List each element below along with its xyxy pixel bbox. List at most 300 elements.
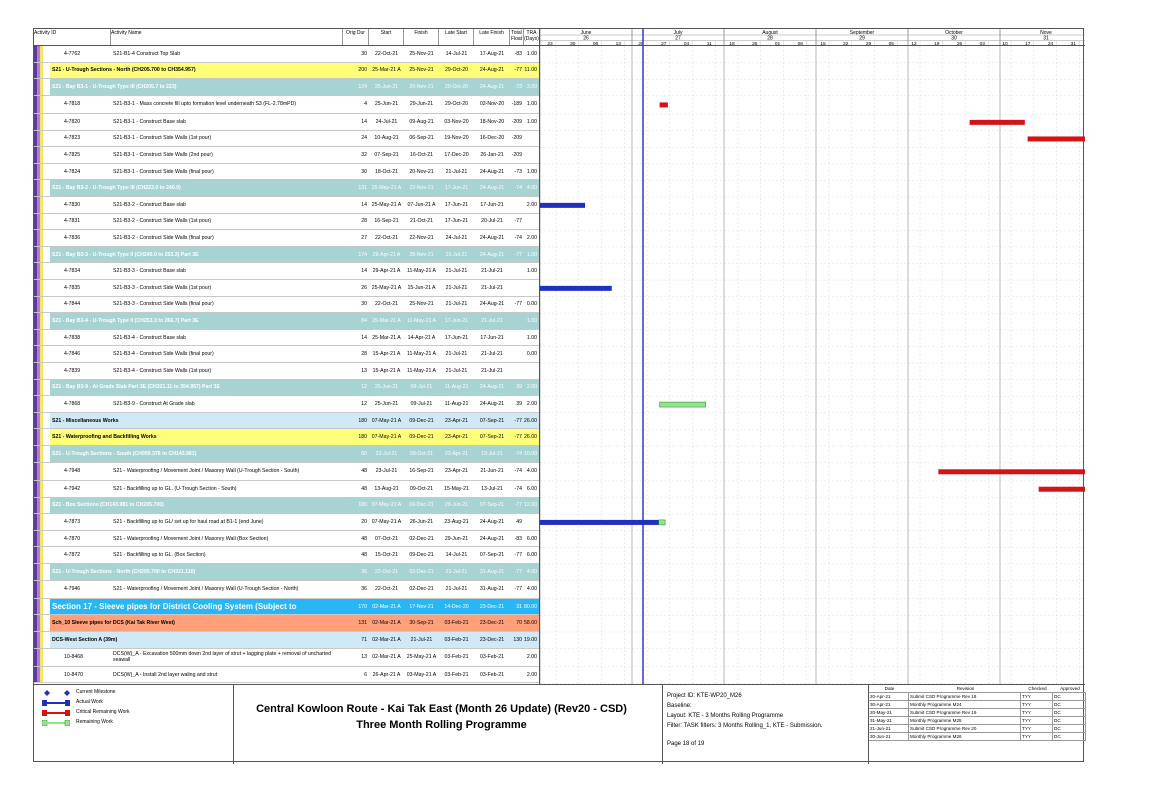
revision-cell: Monthly Programme M24 bbox=[909, 701, 1021, 709]
late-finish: 13-Jul-21 bbox=[481, 485, 503, 492]
table-row[interactable] bbox=[34, 514, 539, 531]
tra-days: 2.00 bbox=[526, 201, 537, 208]
week-label: 30 bbox=[570, 42, 576, 46]
orig-duration: 200 bbox=[358, 67, 367, 74]
finish-date: 21-Oct-21 bbox=[409, 218, 434, 225]
start-date: 02-Mar-21 A bbox=[372, 620, 401, 627]
late-finish: 24-Aug-21 bbox=[479, 185, 505, 192]
gantt-bar-act[interactable] bbox=[540, 520, 659, 525]
layout: Layout: KTE - 3 Months Rolling Programme bbox=[667, 713, 784, 719]
table-row[interactable] bbox=[34, 346, 539, 363]
finish-date: 30-Sep-21 bbox=[409, 620, 434, 627]
month-number: 29 bbox=[859, 35, 865, 42]
activity-name: S21 - Waterproofing / Movement Joint / Masonry Wall (Box Section) bbox=[113, 535, 269, 542]
late-finish: 03-Feb-21 bbox=[480, 671, 504, 678]
finish-date: 09-Dec-21 bbox=[409, 502, 434, 509]
orig-duration: 84 bbox=[361, 318, 367, 325]
start-date: 07-May-21 A bbox=[371, 502, 402, 509]
orig-duration: 48 bbox=[361, 552, 367, 559]
outline-stripe bbox=[40, 330, 43, 346]
finish-date: 09-Oct-21 bbox=[409, 485, 434, 492]
week-label: 20 bbox=[638, 42, 644, 46]
revision-cell: 20-Apr-21 bbox=[869, 693, 909, 701]
revision-header: Approved bbox=[1053, 685, 1086, 693]
finish-date: 25-Nov-21 bbox=[409, 251, 434, 258]
orig-duration: 60 bbox=[361, 450, 367, 457]
table-row[interactable] bbox=[34, 531, 539, 548]
outline-stripe bbox=[40, 363, 43, 379]
finish-date: 02-Dec-21 bbox=[409, 568, 434, 575]
revision-header: Revision bbox=[909, 685, 1021, 693]
late-finish: 24-Aug-21 bbox=[479, 518, 505, 525]
outline-stripe bbox=[40, 214, 43, 230]
late-start: 17-Jun-21 bbox=[444, 201, 469, 208]
late-finish: 17-Jun-21 bbox=[480, 201, 504, 208]
tra-days: 11.00 bbox=[524, 67, 537, 74]
late-finish: 07-Sep-21 bbox=[479, 502, 505, 509]
finish-date: 25-Nov-21 bbox=[409, 301, 434, 308]
activity-id: 4-7868 bbox=[64, 401, 81, 408]
late-start: 21-Jul-21 bbox=[445, 367, 468, 374]
table-row[interactable] bbox=[34, 214, 539, 231]
group-row[interactable] bbox=[34, 615, 539, 632]
start-date: 25-Jun-21 bbox=[374, 83, 399, 90]
tra-days bbox=[524, 131, 539, 147]
activity-id: 4-7948 bbox=[64, 468, 81, 475]
page-number: Page 18 of 19 bbox=[667, 741, 705, 747]
finish-date: 20-Nov-21 bbox=[409, 168, 434, 175]
col-late-start[interactable]: Late Start bbox=[439, 29, 474, 45]
finish-date: 02-Dec-21 bbox=[409, 586, 434, 593]
total-float: -77 bbox=[514, 218, 522, 225]
group-row[interactable] bbox=[34, 63, 539, 80]
tra-days bbox=[524, 363, 539, 379]
outline-stripe bbox=[40, 180, 43, 196]
tra-days: 19.00 bbox=[524, 636, 537, 643]
revision-header: Checked bbox=[1021, 685, 1053, 693]
table-row[interactable] bbox=[34, 581, 539, 599]
activity-id: 4-7818 bbox=[64, 101, 81, 108]
revision-cell: TYY bbox=[1021, 709, 1053, 717]
finish-date: 29-Jun-21 bbox=[409, 101, 434, 108]
tra-days: 6.00 bbox=[526, 485, 537, 492]
week-label: 31 bbox=[1070, 42, 1076, 46]
orig-duration: 180 bbox=[358, 417, 367, 424]
outline-stripe bbox=[40, 599, 43, 615]
late-start: 21-Jul-21 bbox=[445, 268, 468, 275]
month-label: August bbox=[762, 30, 778, 36]
finish-date: 11-May-21 A bbox=[406, 351, 437, 358]
activity-id: 4-7830 bbox=[64, 201, 81, 208]
group-name: S21 - Bay B3-3 - U-Trough Type II (CH240.0 to 253.3) Part 3E bbox=[50, 247, 343, 263]
table-row[interactable] bbox=[34, 649, 539, 667]
orig-duration: 14 bbox=[361, 334, 367, 341]
late-finish: 16-Dec-20 bbox=[479, 135, 505, 142]
activity-id: 4-7870 bbox=[64, 535, 81, 542]
late-start: 21-Jul-21 bbox=[445, 251, 468, 258]
legend-milestone: Current Milestone bbox=[42, 689, 115, 695]
start-date: 07-May-21 A bbox=[371, 434, 402, 441]
orig-duration: 13 bbox=[361, 367, 367, 374]
total-float bbox=[510, 263, 524, 279]
orig-duration: 14 bbox=[361, 201, 367, 208]
gantt-bar-crit[interactable] bbox=[1039, 487, 1085, 492]
tra-days: 2.00 bbox=[526, 654, 537, 661]
week-label: 23 bbox=[547, 42, 553, 46]
week-label: 01 bbox=[774, 42, 781, 46]
outline-stripe bbox=[40, 429, 43, 445]
table-row[interactable] bbox=[34, 147, 539, 164]
group-name: S21 - Waterproofing and Backfilling Works bbox=[50, 429, 343, 445]
late-finish: 21-Jul-21 bbox=[481, 318, 503, 325]
late-start: 21-Jul-21 bbox=[445, 568, 468, 575]
col-finish[interactable]: Finish bbox=[404, 29, 439, 45]
late-start: 14-Dec-20 bbox=[444, 603, 469, 610]
tra-days bbox=[524, 280, 539, 296]
late-start: 21-Jul-21 bbox=[445, 168, 468, 175]
tra-days bbox=[524, 514, 539, 530]
start-date: 25-Mar-21 A bbox=[372, 334, 401, 341]
week-label: 10 bbox=[1002, 42, 1008, 46]
col-activity-name[interactable]: Activity Name bbox=[111, 29, 343, 45]
finish-date: 11-May-21 A bbox=[406, 268, 437, 275]
total-float: -73 bbox=[514, 83, 522, 90]
remaining-bar-icon bbox=[42, 720, 70, 725]
finish-date: 09-Dec-21 bbox=[409, 552, 434, 559]
late-start: 19-Nov-20 bbox=[444, 135, 469, 142]
table-row[interactable] bbox=[34, 363, 539, 380]
late-finish: 03-Feb-21 bbox=[480, 654, 504, 661]
late-start: 23-Apr-21 bbox=[444, 468, 469, 475]
finish-date: 25-Nov-21 bbox=[409, 67, 434, 74]
group-row[interactable] bbox=[34, 498, 539, 515]
group-row[interactable] bbox=[34, 413, 539, 430]
table-row[interactable] bbox=[34, 330, 539, 347]
tra-days: 6.00 bbox=[526, 535, 537, 542]
week-label: 17 bbox=[1025, 42, 1031, 46]
group-row[interactable] bbox=[34, 180, 539, 197]
table-row[interactable] bbox=[34, 667, 539, 684]
orig-duration: 48 bbox=[361, 468, 367, 475]
start-date: 23-Jul-21 bbox=[375, 468, 398, 475]
orig-duration: 6 bbox=[364, 671, 367, 678]
activity-name: S21 - Waterproofing / Movement Joint / Masonry Wall (U-Trough Section - North) bbox=[113, 586, 299, 593]
month-label: September bbox=[849, 30, 875, 36]
total-float bbox=[510, 346, 524, 362]
activity-name: S21-B3-1 - Construct Base slab bbox=[113, 118, 186, 125]
activity-id: 4-7839 bbox=[64, 367, 81, 374]
table-row[interactable] bbox=[34, 114, 539, 131]
tra-days: 4.00 bbox=[526, 568, 537, 575]
table-row[interactable] bbox=[34, 263, 539, 280]
activity-name: S21-B3-3 - Construct Side Walls (1st pour) bbox=[113, 284, 212, 291]
outline-stripe bbox=[40, 79, 43, 95]
tra-days: 1.00 bbox=[526, 251, 537, 258]
finish-date: 22-Nov-21 bbox=[409, 185, 434, 192]
late-start: 03-Nov-20 bbox=[444, 118, 469, 125]
col-activity-id[interactable]: Activity ID bbox=[34, 29, 111, 45]
table-row[interactable] bbox=[34, 96, 539, 114]
total-float: -209 bbox=[511, 135, 522, 142]
gantt-bar-act[interactable] bbox=[540, 286, 612, 291]
tra-days: 3.00 bbox=[526, 83, 537, 90]
tra-days: 6.00 bbox=[526, 552, 537, 559]
activity-id: 4-7872 bbox=[64, 552, 81, 559]
critical-bar-icon bbox=[42, 710, 70, 715]
orig-duration: 4 bbox=[364, 101, 367, 108]
activity-name: DCS(W)_A - Excavation 500mm down 2nd layer of strut + lagging plate + removal of uncharted seawall bbox=[113, 651, 331, 664]
finish-date: 07-Jun-21 A bbox=[407, 201, 436, 208]
tra-days: 1.00 bbox=[526, 318, 537, 325]
start-date: 07-May-21 A bbox=[371, 518, 402, 525]
col-late-finish[interactable]: Late Finish bbox=[474, 29, 510, 45]
start-date: 25-Mar-21 A bbox=[372, 318, 401, 325]
week-label: 27 bbox=[661, 42, 667, 46]
total-float: -74 bbox=[514, 468, 522, 475]
late-start: 15-May-21 bbox=[444, 485, 469, 492]
outline-stripe bbox=[40, 164, 43, 180]
table-row[interactable] bbox=[34, 46, 539, 63]
report-subtitle: Three Month Rolling Programme bbox=[356, 719, 527, 731]
gantt-bar-crit[interactable] bbox=[1028, 136, 1085, 141]
total-float: -74 bbox=[514, 235, 522, 242]
activity-id: 4-7820 bbox=[64, 118, 81, 125]
total-float: -77 bbox=[514, 434, 522, 441]
week-label: 12 bbox=[911, 42, 917, 46]
month-label: Nove bbox=[1040, 30, 1052, 36]
col-start[interactable]: Start bbox=[369, 29, 404, 45]
activity-id: 4-7873 bbox=[64, 518, 81, 525]
activity-name: S21 - Backfilling up to GL. (Box Section) bbox=[113, 552, 206, 559]
col-orig-dur[interactable]: Orig Dur bbox=[343, 29, 369, 45]
total-float: 39 bbox=[516, 384, 522, 391]
orig-duration: 14 bbox=[361, 268, 367, 275]
table-header bbox=[34, 29, 539, 46]
activity-name: S21-B3-1 - Construct Side Walls (final pour) bbox=[113, 168, 214, 175]
revision-cell: Submit CSD Programme Rev 19 bbox=[909, 709, 1021, 717]
activity-name: S21-B3-1 - Mass concrete fill upto formation level underneath S3 (FL-2.78mPD) bbox=[113, 101, 297, 108]
group-row[interactable] bbox=[34, 599, 539, 616]
col-total-float[interactable]: Total Float bbox=[510, 29, 524, 45]
finish-date: 26-Jun-21 bbox=[409, 518, 434, 525]
tra-days: 26.00 bbox=[524, 417, 537, 424]
group-name: S21 - Bay B3-1 - U-Trough Type III (CH205.7 to 223) bbox=[50, 79, 343, 95]
late-start: 21-Jul-21 bbox=[445, 586, 468, 593]
gantt-bar-crit[interactable] bbox=[660, 102, 668, 107]
start-date: 25-Jun-21 bbox=[374, 384, 399, 391]
tra-days: 2.00 bbox=[526, 401, 537, 408]
revision-cell: Submit CSD Programme Rev 20 bbox=[909, 725, 1021, 733]
late-start: 03-Feb-21 bbox=[444, 620, 469, 627]
late-start: 17-Jun-21 bbox=[444, 334, 469, 341]
table-row[interactable] bbox=[34, 164, 539, 181]
group-row[interactable] bbox=[34, 247, 539, 264]
late-finish: 07-Sep-21 bbox=[479, 417, 505, 424]
table-row[interactable] bbox=[34, 197, 539, 214]
group-name: S21 - Bay B3-9 - At Grade Slab Part 3E (CH321.11 to 354.957) Part 3E bbox=[50, 380, 343, 396]
group-row[interactable] bbox=[34, 446, 539, 463]
late-finish: 26-Jan-21 bbox=[480, 152, 504, 159]
group-row[interactable] bbox=[34, 380, 539, 397]
finish-date: 17-Nov-21 bbox=[409, 603, 434, 610]
legend bbox=[34, 685, 234, 764]
late-finish: 24-Aug-21 bbox=[479, 235, 505, 242]
tra-days: 58.00 bbox=[524, 620, 537, 627]
activity-name: S21 - Backfilling up to GL/ set up for haul road at B1-1 (end June) bbox=[113, 518, 264, 525]
group-row[interactable] bbox=[34, 313, 539, 330]
activity-name: S21-B3-4 - Construct Side Walls (final pour) bbox=[113, 351, 214, 358]
late-finish: 31-Aug-21 bbox=[479, 568, 505, 575]
table-row[interactable] bbox=[34, 396, 539, 413]
table-row[interactable] bbox=[34, 131, 539, 148]
late-finish: 23-Dec-21 bbox=[479, 620, 505, 627]
group-row[interactable] bbox=[34, 564, 539, 581]
start-date: 22-Oct-21 bbox=[374, 586, 399, 593]
revision-cell: TYY bbox=[1021, 733, 1053, 741]
start-date: 02-Mar-21 A bbox=[372, 603, 401, 610]
finish-date: 11-May-21 A bbox=[406, 318, 437, 325]
start-date: 02-Mar-21 A bbox=[372, 636, 401, 643]
total-float: -77 bbox=[514, 552, 522, 559]
late-finish: 17-Aug-21 bbox=[479, 50, 505, 57]
outline-stripe bbox=[40, 531, 43, 547]
finish-date: 06-Sep-21 bbox=[409, 135, 434, 142]
orig-duration: 20 bbox=[361, 518, 367, 525]
finish-date: 14-Apr-21 A bbox=[407, 334, 436, 341]
col-tra[interactable]: TRA (Days) bbox=[524, 30, 539, 42]
start-date: 16-Sep-21 bbox=[374, 218, 399, 225]
tra-days: 2.00 bbox=[526, 384, 537, 391]
late-finish: 21-Jul-21 bbox=[481, 268, 503, 275]
table-row[interactable] bbox=[34, 463, 539, 481]
revision-cell: 20-May-21 bbox=[869, 709, 909, 717]
group-name: S21 - Bay B3-4 - U-Trough Type II (CH253.3 to 266.7) Part 3E bbox=[50, 313, 343, 329]
week-label: 03 bbox=[979, 42, 985, 46]
gantt-bar-act[interactable] bbox=[540, 203, 585, 208]
group-row[interactable] bbox=[34, 632, 539, 649]
total-float: -83 bbox=[514, 535, 522, 542]
orig-duration: 28 bbox=[361, 351, 367, 358]
orig-duration: 30 bbox=[361, 50, 367, 57]
legend-remaining: Remaining Work bbox=[42, 719, 113, 725]
late-finish: 21-Jul-21 bbox=[481, 367, 503, 374]
total-float: -74 bbox=[514, 485, 522, 492]
late-finish: 07-Sep-21 bbox=[479, 552, 505, 559]
total-float: 31 bbox=[516, 603, 522, 610]
outline-stripe bbox=[40, 297, 43, 313]
revision-cell: DC bbox=[1053, 693, 1086, 701]
finish-date: 20-Nov-21 bbox=[409, 83, 434, 90]
activity-id: 4-7824 bbox=[64, 168, 81, 175]
tra-days: 1.00 bbox=[526, 334, 537, 341]
table-row[interactable] bbox=[34, 547, 539, 564]
tra-days: 2.00 bbox=[526, 671, 537, 678]
total-float: 70 bbox=[516, 620, 522, 627]
outline-stripe bbox=[40, 547, 43, 563]
outline-stripe bbox=[40, 649, 43, 666]
total-float: -83 bbox=[514, 50, 522, 57]
tra-days: 4.00 bbox=[526, 185, 537, 192]
outline-stripe bbox=[40, 147, 43, 163]
revision-cell: Monthly Programme M26 bbox=[909, 733, 1021, 741]
late-finish: 24-Aug-21 bbox=[479, 83, 505, 90]
month-number: 28 bbox=[767, 35, 773, 42]
start-date: 07-Oct-21 bbox=[374, 535, 399, 542]
week-label: 18 bbox=[729, 42, 735, 46]
late-start: 17-Dec-20 bbox=[444, 152, 469, 159]
orig-duration: 48 bbox=[361, 485, 367, 492]
finish-date: 25-Nov-21 bbox=[409, 50, 434, 57]
table-row[interactable] bbox=[34, 297, 539, 314]
orig-duration: 30 bbox=[361, 168, 367, 175]
finish-date: 16-Sep-21 bbox=[409, 468, 434, 475]
finish-date: 21-Jul-21 bbox=[410, 636, 433, 643]
start-date: 15-Apr-21 A bbox=[372, 351, 401, 358]
orig-duration: 30 bbox=[361, 301, 367, 308]
group-row[interactable] bbox=[34, 429, 539, 446]
month-number: 27 bbox=[675, 35, 681, 42]
revision-cell: Monthly Programme M25 bbox=[909, 717, 1021, 725]
total-float: -77 bbox=[514, 568, 522, 575]
late-finish: 21-Jul-21 bbox=[481, 351, 503, 358]
activity-name: S21-B1-4 Construct Top Slab bbox=[113, 50, 181, 57]
late-start: 14-Jul-21 bbox=[445, 552, 468, 559]
start-date: 15-Apr-21 A bbox=[372, 367, 401, 374]
revision-cell: DC bbox=[1053, 725, 1086, 733]
table-row[interactable] bbox=[34, 481, 539, 498]
total-float bbox=[510, 363, 524, 379]
revision-cell: TYY bbox=[1021, 717, 1053, 725]
finish-date: 11-May-21 A bbox=[406, 367, 437, 374]
group-name: S21 - U-Trough Sections - North (CH205.700 to CH354.957) bbox=[50, 63, 343, 79]
activity-name: S21 - Backfilling up to GL. (U-Trough Section - South) bbox=[113, 485, 237, 492]
gantt-bar-crit[interactable] bbox=[970, 120, 1025, 125]
gantt-bar-rem[interactable] bbox=[659, 520, 665, 525]
activity-id: 4-7946 bbox=[64, 586, 81, 593]
revision-cell: 21-Jun-21 bbox=[869, 725, 909, 733]
week-label: 29 bbox=[865, 42, 872, 46]
outline-stripe bbox=[40, 446, 43, 462]
gantt-bar-crit[interactable] bbox=[938, 469, 1085, 474]
tra-days: 0.00 bbox=[526, 351, 537, 358]
outline-stripe bbox=[40, 514, 43, 530]
gantt-bar-rem[interactable] bbox=[660, 402, 706, 407]
revision-cell: DC bbox=[1053, 701, 1086, 709]
table-row[interactable] bbox=[34, 230, 539, 247]
month-number: 26 bbox=[583, 35, 589, 42]
tra-days: 0.00 bbox=[526, 301, 537, 308]
late-finish: 07-Sep-21 bbox=[479, 434, 505, 441]
late-start: 29-Jun-21 bbox=[444, 535, 469, 542]
group-name: DCS-West Section A (39m) bbox=[50, 632, 343, 648]
late-start: 23-Apr-21 bbox=[444, 450, 469, 457]
total-float: -74 bbox=[514, 185, 522, 192]
month-label: June bbox=[580, 30, 592, 36]
revision-cell: 30-Apr-21 bbox=[869, 701, 909, 709]
late-start: 14-Jul-21 bbox=[445, 50, 468, 57]
outline-stripe bbox=[40, 63, 43, 79]
week-label: 11 bbox=[706, 42, 712, 46]
group-row[interactable] bbox=[34, 79, 539, 96]
table-row[interactable] bbox=[34, 280, 539, 297]
late-start: 23-Apr-21 bbox=[444, 417, 469, 424]
tra-days: 4.00 bbox=[526, 586, 537, 593]
activity-table bbox=[34, 46, 539, 684]
tra-days: 2.00 bbox=[526, 235, 537, 242]
late-finish: 24-Aug-21 bbox=[479, 301, 505, 308]
revision-cell: TYY bbox=[1021, 725, 1053, 733]
revision-cell: DC bbox=[1053, 733, 1086, 741]
